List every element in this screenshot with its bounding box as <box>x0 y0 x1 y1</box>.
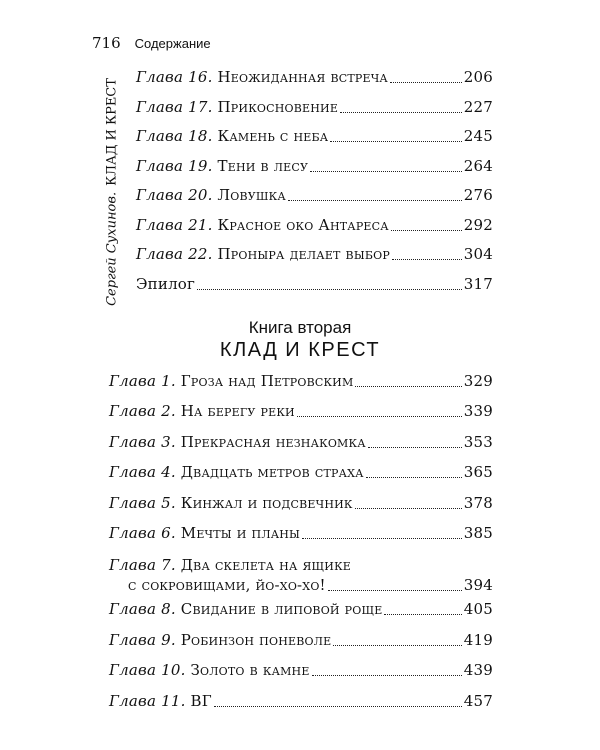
page-ref: 245 <box>463 127 493 145</box>
dot-leader <box>197 289 462 290</box>
chapter-prefix: Глава <box>136 68 184 86</box>
dot-leader <box>366 477 462 478</box>
dot-leader <box>330 141 461 142</box>
chapter-title: Тени в лесу <box>217 157 309 175</box>
dot-leader <box>392 259 462 260</box>
running-title: Содержание <box>134 36 211 51</box>
chapter-prefix: Глава <box>136 216 184 234</box>
chapter-prefix: Глава <box>136 157 184 175</box>
chapter-number: 5. <box>161 494 176 512</box>
dot-leader <box>302 538 462 539</box>
chapter-prefix: Глава <box>109 402 157 420</box>
chapter-prefix: Глава <box>109 524 157 542</box>
page-ref: 227 <box>463 98 493 116</box>
chapter-number: 21. <box>188 216 213 234</box>
page-ref: 378 <box>463 494 493 512</box>
chapter-number: 19. <box>188 157 213 175</box>
chapter-title: Золото в камне <box>190 661 310 679</box>
chapter-title: Свидание в липовой роще <box>180 600 383 618</box>
dot-leader <box>312 675 462 676</box>
book-two-heading <box>0 318 600 362</box>
toc-entry-b2-5[interactable] <box>109 493 493 513</box>
page-ref: 292 <box>463 216 493 234</box>
chapter-title: Неожиданная встреча <box>217 68 388 86</box>
dot-leader <box>328 590 462 591</box>
chapter-number: 16. <box>188 68 213 86</box>
chapter-prefix: Глава <box>109 631 157 649</box>
page-ref: 439 <box>463 661 493 679</box>
chapter-title: Робинзон поневоле <box>180 631 332 649</box>
chapter-prefix: Глава <box>109 661 157 679</box>
chapter-title: Камень с неба <box>217 127 329 145</box>
spine-title: КЛАД И КРЕСТ <box>104 78 120 186</box>
page-ref: 385 <box>463 524 493 542</box>
toc-entry-b2-7[interactable] <box>109 555 493 595</box>
book-two-title: КЛАД И КРЕСТ <box>219 339 381 361</box>
toc-entry-16[interactable] <box>136 67 493 87</box>
spine-author: Сергей Сухинов. <box>104 191 120 306</box>
chapter-prefix: Глава <box>109 463 157 481</box>
dot-leader <box>333 645 461 646</box>
toc-entry-b2-3[interactable] <box>109 432 493 452</box>
page-ref: 304 <box>463 245 493 263</box>
dot-leader <box>288 200 462 201</box>
chapter-prefix: Глава <box>109 494 157 512</box>
toc-entry-18[interactable] <box>136 126 493 146</box>
dot-leader <box>368 447 462 448</box>
chapter-number: 4. <box>161 463 176 481</box>
chapter-title: Гроза над Петровским <box>180 372 354 390</box>
page-ref: 457 <box>463 692 493 710</box>
chapter-number: 18. <box>188 127 213 145</box>
chapter-title: ВГ <box>190 692 212 710</box>
toc-entry-b2-11[interactable] <box>109 691 493 711</box>
page-ref: 365 <box>463 463 493 481</box>
page-ref: 339 <box>463 402 493 420</box>
dot-leader <box>214 706 462 707</box>
chapter-title: Два скелета на ящике <box>180 556 352 574</box>
spine-text <box>92 77 132 307</box>
chapter-prefix: Глава <box>136 245 184 263</box>
page-number: 716 <box>92 34 121 52</box>
chapter-title: Красное око Антареса <box>217 216 389 234</box>
page-header <box>92 34 211 54</box>
chapter-prefix: Глава <box>109 692 157 710</box>
chapter-prefix: Глава <box>109 556 157 574</box>
chapter-title: Прекрасная незнакомка <box>180 433 366 451</box>
chapter-title: На берегу реки <box>180 402 295 420</box>
chapter-title: Прикосновение <box>217 98 339 116</box>
dot-leader <box>390 82 462 83</box>
dot-leader <box>340 112 462 113</box>
dot-leader <box>355 386 461 387</box>
page-ref: 264 <box>463 157 493 175</box>
chapter-number: 3. <box>161 433 176 451</box>
dot-leader <box>310 171 462 172</box>
chapter-title-line2: с сокровищами, йо-хо-хо! <box>128 576 326 594</box>
toc-entry-b2-9[interactable] <box>109 630 493 650</box>
page-ref: 206 <box>463 68 493 86</box>
toc-entry-b2-8[interactable] <box>109 599 493 619</box>
toc-entry-22[interactable] <box>136 244 493 264</box>
page-ref: 329 <box>463 372 493 390</box>
toc-entry-21[interactable] <box>136 215 493 235</box>
chapter-number: 9. <box>161 631 176 649</box>
chapter-number: 8. <box>161 600 176 618</box>
chapter-prefix: Глава <box>136 98 184 116</box>
page-ref: 353 <box>463 433 493 451</box>
chapter-title: Двадцать метров страха <box>180 463 364 481</box>
toc-entry-19[interactable] <box>136 156 493 176</box>
dot-leader <box>297 416 462 417</box>
chapter-number: 7. <box>161 556 176 574</box>
toc-entry-17[interactable] <box>136 97 493 117</box>
dot-leader <box>355 508 462 509</box>
toc-entry-epilogue[interactable] <box>136 274 493 294</box>
book-two-label: Книга вторая <box>248 318 352 337</box>
toc-entry-b2-2[interactable] <box>109 401 493 421</box>
chapter-number: 17. <box>188 98 213 116</box>
page-ref: 405 <box>463 600 493 618</box>
chapter-number: 2. <box>161 402 176 420</box>
chapter-number: 11. <box>161 692 186 710</box>
dot-leader <box>391 230 462 231</box>
toc-entry-20[interactable] <box>136 185 493 205</box>
chapter-number: 6. <box>161 524 176 542</box>
toc-entry-b2-6[interactable] <box>109 523 493 543</box>
chapter-prefix: Глава <box>109 372 157 390</box>
toc-entry-b2-4[interactable] <box>109 462 493 482</box>
chapter-prefix: Глава <box>109 433 157 451</box>
dot-leader <box>384 614 461 615</box>
page-ref: 317 <box>463 275 493 293</box>
page-ref: 419 <box>463 631 493 649</box>
chapter-prefix: Глава <box>136 127 184 145</box>
chapter-prefix: Глава <box>109 600 157 618</box>
toc-entry-b2-1[interactable] <box>109 371 493 391</box>
chapter-title: Мечты и планы <box>180 524 301 542</box>
toc-entry-b2-10[interactable] <box>109 660 493 680</box>
chapter-number: 22. <box>188 245 213 263</box>
chapter-number: 1. <box>161 372 176 390</box>
chapter-title: Кинжал и подсвечник <box>180 494 353 512</box>
chapter-number: 20. <box>188 186 213 204</box>
chapter-number: 10. <box>161 661 186 679</box>
page-ref: 394 <box>463 576 493 594</box>
page-ref: 276 <box>463 186 493 204</box>
chapter-title: Эпилог <box>136 275 196 293</box>
chapter-title: Проныра делает выбор <box>217 245 390 263</box>
chapter-prefix: Глава <box>136 186 184 204</box>
chapter-title: Ловушка <box>217 186 286 204</box>
